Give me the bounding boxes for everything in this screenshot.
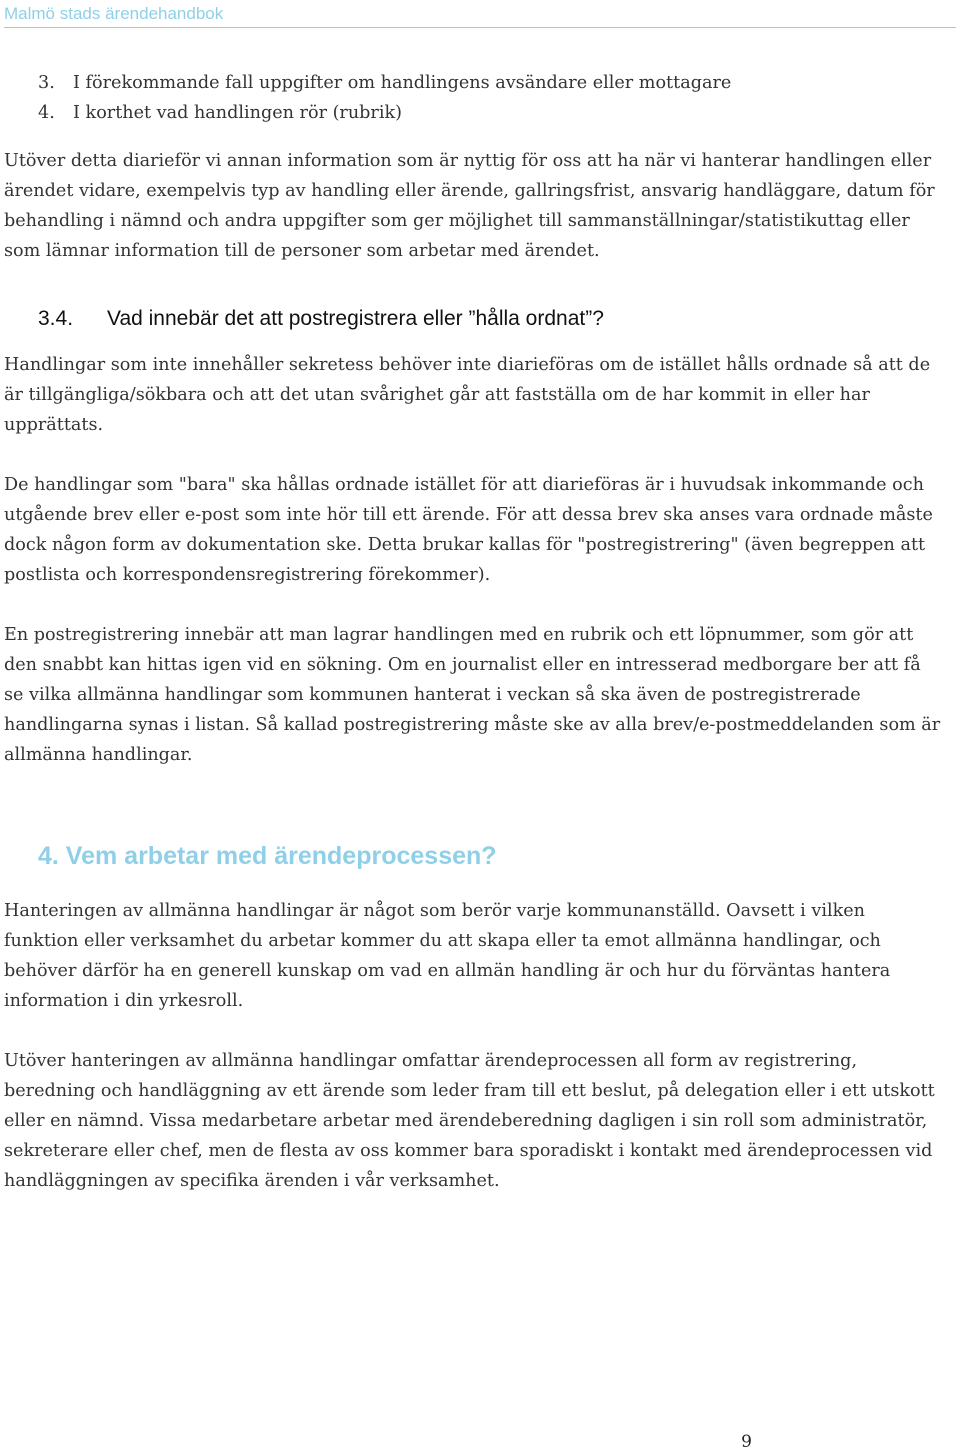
paragraph: Handlingar som inte innehåller sekretess behöver inte diarieföras om de istället hålls ordnade så att de är tillgängliga/sökbara och att det utan svårighet går att fastställa om de har kommit in eller har upprättats. [4,355,931,435]
section-heading-3-4 [4,304,944,334]
running-header: Malmö stads ärendehandbok [4,4,224,23]
list-item [4,98,944,128]
list-item-number: 4. [38,103,55,123]
list-item-number: 3. [38,73,55,93]
paragraph: En postregistrering innebär att man lagrar handlingen med en rubrik och ett löpnummer, som gör att den snabbt kan hittas igen vid en sökning. Om en journalist eller en intresserad medborgare ber att få se vilka allmänna handlingar som kommunen hanterat i veckan så ska även de postregistrerade handlingarna synas i listan. Så kallad postregistrering måste ske av alla brev/e-postmeddelanden som är allmänna handlingar. [4,625,941,765]
paragraph: Utöver hanteringen av allmänna handlingar omfattar ärendeprocessen all form av registrering, beredning och handläggning av ett ärende som leder fram till ett beslut, på delegation eller i ett utskott eller en nämnd. Vissa medarbetare arbetar med ärendeberedning dagligen i sin roll som administratör, sekreterare eller chef, men de flesta av oss kommer bara sporadiskt i kontakt med ärendeprocessen vid handläggningen av specifika ärenden i vår verksamhet. [4,1051,935,1191]
chapter-heading: 4. Vem arbetar med ärendeprocessen? [38,842,497,870]
page-number: 9 [741,1432,752,1452]
section-title: Vad innebär det att postregistrera eller ”hålla ordnat”? [107,307,604,330]
intro-paragraph: Utöver detta diarieför vi annan information som är nyttig för oss att ha när vi hanterar handlingen eller ärendet vidare, exempelvis typ av handling eller ärende, gallringsfrist, ansvarig handläggare, datum för behandling i nämnd och andra uppgifter som ger möjlighet till sammanställningar/statistikuttag eller som lämnar information till de personer som arbetar med ärendet. [4,151,935,261]
page-content [4,68,944,1196]
paragraph: De handlingar som "bara" ska hållas ordnade istället för att diarieföras är i huvudsak inkommande och utgående brev eller e-post som inte hör till ett ärende. För att dessa brev ska anses vara ordnade måste dock någon form av dokumentation ske. Detta brukar kallas för "postregistrering" (även begreppen att postlista och korrespondensregistrering förekommer). [4,475,933,585]
list-item-text: I korthet vad handlingen rör (rubrik) [73,103,402,123]
section-number: 3.4. [38,307,74,330]
list-item [4,68,944,98]
header-divider [4,27,956,28]
numbered-list [4,68,944,128]
paragraph: Hanteringen av allmänna handlingar är något som berör varje kommunanställd. Oavsett i vilken funktion eller verksamhet du arbetar kommer du att skapa eller ta emot allmänna handlingar, och behöver därför ha en generell kunskap om vad en allmän handling är och hur du förväntas hantera information i din yrkesroll. [4,901,891,1011]
list-item-text: I förekommande fall uppgifter om handlingens avsändare eller mottagare [73,73,732,93]
